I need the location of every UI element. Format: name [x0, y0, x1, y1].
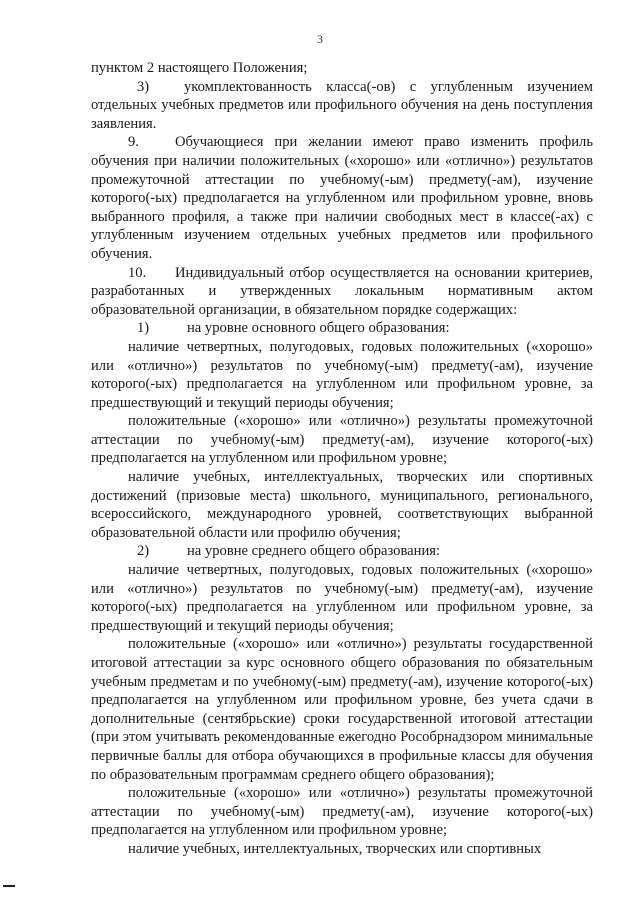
clause-text: Обучающиеся при желании имеют право изменить профиль обучения при наличии положительных («хорошо» или «отлично») результатов промежуточной аттестации по учебному(-ым) предмету(-ам), изучение которого(-ых) предполагается на углубленном или профильном уровне, вновь выбранного профиля, а также при наличии свободных мест в классе(-ах) с углубленным изучением отдельных учебных предметов или профильного обучения. [91, 134, 593, 262]
page-number: 3 [317, 32, 323, 46]
clause-10 [91, 264, 593, 320]
list-item-1 [91, 319, 593, 338]
list-item-text: укомплектованность класса(-ов) с углубленным изучением отдельных учебных предметов или профильного обучения на день поступления заявления. [91, 78, 593, 132]
list-number: 2) [137, 543, 150, 560]
paragraph-continuation: пунктом 2 настоящего Положения; [91, 60, 308, 76]
clause-text: Индивидуальный отбор осуществляется на основании критериев, разработанных и утвержденных локальным нормативным актом образовательной организации, в обязательном порядке содержащих: [91, 264, 593, 318]
criterion-paragraph: наличие четвертных, полугодовых, годовых положительных («хорошо» или «отлично») результатов по учебному(-ым) предмету(-ам), изучение которого(-ых) предполагается на углубленном или профильном уровне, за предшествующий и текущий периоды обучения; [91, 562, 593, 634]
list-item-2 [91, 542, 593, 561]
list-number: 1) [137, 320, 150, 337]
scan-mark [3, 885, 15, 887]
list-number: 3) [137, 78, 150, 95]
criterion-paragraph: положительные («хорошо» или «отлично») результаты государственной итоговой аттестации за курс основного общего образования по обязательным учебным предметам и по учебному(-ым) предмету(-ам), изучение которого(-ых) предполагается на углубленном или профильном уровне, без учета сдачи в дополнительные (сентябрьские) сроки государственной итоговой аттестации (при этом учитывать рекомендованные ежегодно Рособрнадзором минимальные первичные баллы для отбора обучающихся в профильные классы для обучения по образовательным программам среднего общего образования); [91, 636, 593, 783]
document-body [91, 59, 593, 859]
list-item-3 [91, 78, 593, 134]
clause-9 [91, 133, 593, 263]
criterion-paragraph: положительные («хорошо» или «отлично») результаты промежуточной аттестации по учебному(-ым) предмету(-ам), изучение которого(-ых) предполагается на углубленном или профильном уровне; [91, 785, 593, 839]
clause-number: 10. [128, 264, 147, 281]
criterion-paragraph: наличие учебных, интеллектуальных, творческих или спортивных [128, 840, 542, 857]
criterion-paragraph: наличие четвертных, полугодовых, годовых положительных («хорошо» или «отлично») результатов по учебному(-ым) предмету(-ам), изучение которого(-ых) предполагается на углубленном или профильном уровне, за предшествующий и текущий периоды обучения; [91, 338, 593, 411]
clause-number: 9. [128, 134, 139, 151]
list-item-text: на уровне среднего общего образования: [187, 543, 441, 560]
criterion-paragraph: положительные («хорошо» или «отлично») результаты промежуточной аттестации по учебному(-ым) предмету(-ам), изучение которого(-ых) предполагается на углубленном или профильном уровне; [91, 413, 593, 467]
criterion-paragraph: наличие учебных, интеллектуальных, творческих или спортивных достижений (призовые места) школьного, муниципального, регионального, всероссийского, международного уровней, соответствующих выбранной образовательной области или профилю обучения; [91, 469, 593, 541]
list-item-text: на уровне основного общего образования: [187, 320, 450, 337]
